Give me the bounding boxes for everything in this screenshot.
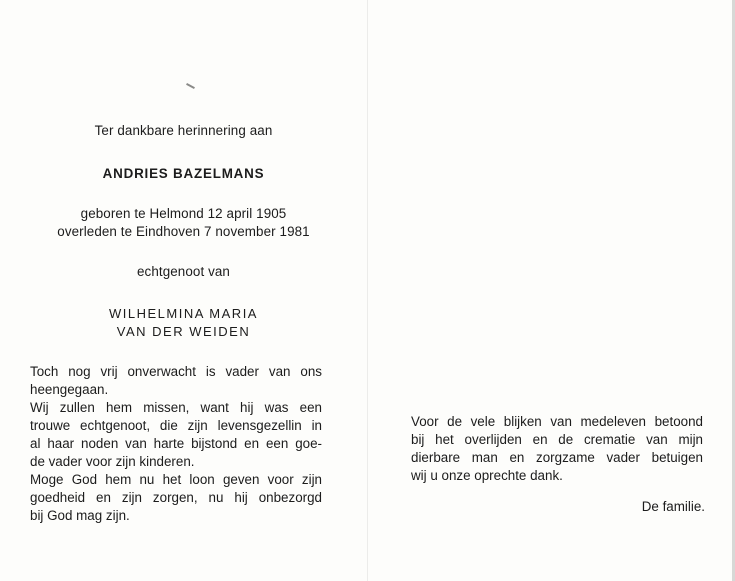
birth-line: geboren te Helmond 12 april 1905 xyxy=(80,206,287,221)
thanks-line: wij u onze oprechte dank. xyxy=(411,468,563,483)
intro-text: Ter dankbare herinnering aan xyxy=(94,123,273,138)
death-line: overleden te Eindhoven 7 november 1981 xyxy=(57,224,310,239)
thanks-text xyxy=(411,413,703,485)
text-line: goedheid en zijn zorgen, nu hij onbezorgd xyxy=(30,490,322,505)
text-line: Toch nog vrij onverwacht is vader van ons xyxy=(30,364,322,379)
thanks-line: Voor de vele blijken van medeleven betoond xyxy=(411,414,703,429)
text-line: de vader voor zijn kinderen. xyxy=(30,454,195,469)
paper-speck xyxy=(186,83,195,89)
text-line: al haar noden van harte bijstond en een goe- xyxy=(30,436,322,451)
spouse-intro: echtgenoot van xyxy=(137,264,230,279)
text-line: Moge God hem nu het loon geven voor zijn xyxy=(30,472,322,487)
text-line: Wij zullen hem missen, want hij was een xyxy=(30,400,322,415)
text-line: bij God mag zijn. xyxy=(30,508,130,523)
thanks-line: bij het overlijden en de crematie van mijn xyxy=(411,432,703,447)
text-line: trouwe echtgenoot, die zijn levensgezellin in xyxy=(30,418,322,433)
memorial-text xyxy=(30,363,322,525)
signoff: De familie. xyxy=(641,499,705,514)
spouse-name-line2: VAN DER WEIDEN xyxy=(116,324,251,339)
spouse-name-line1: WILHELMINA MARIA xyxy=(109,306,258,321)
deceased-name: ANDRIES BAZELMANS xyxy=(102,166,265,181)
text-line: heengegaan. xyxy=(30,382,109,397)
fold-line xyxy=(367,0,368,581)
thanks-line: dierbare man en zorgzame vader betuigen xyxy=(411,450,703,465)
